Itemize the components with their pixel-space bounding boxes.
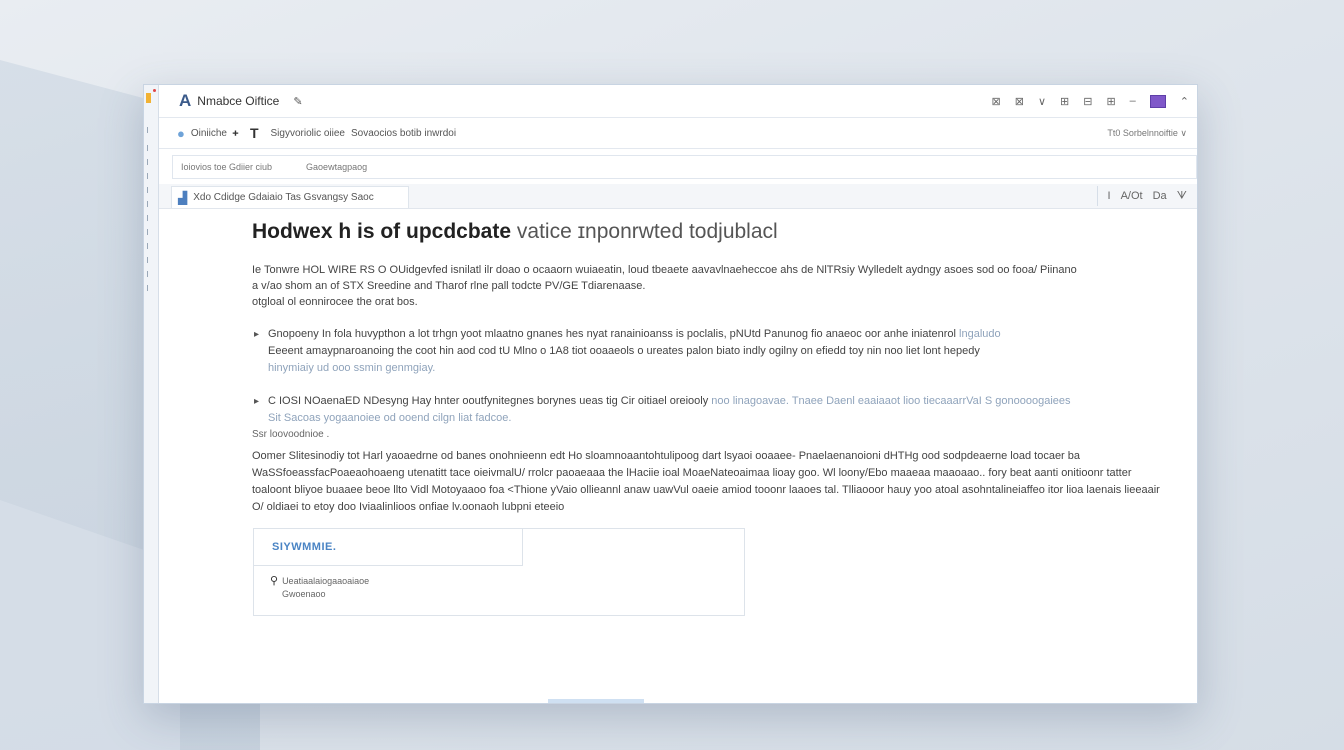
summary-card-line: Ueatiaalaiogaaoaiaoe bbox=[282, 576, 370, 586]
list-item-text: C IOSI NOaenaED NDesyng Hay hnter ooutfynitegnes borynes ueas tig Cir oitiael oreiooly bbox=[268, 395, 709, 407]
grid-icon[interactable]: ⊞ bbox=[1060, 95, 1070, 108]
app-logo-icon: A bbox=[179, 91, 192, 110]
tab-document-label: Xdo Cdidge Gdaiaio Tas Gsvangsy Saoc bbox=[193, 192, 374, 203]
app-window bbox=[143, 84, 1198, 704]
summary-card-title: SIYWMMIE. bbox=[272, 541, 337, 553]
account-square-icon[interactable] bbox=[1150, 95, 1166, 108]
summary-card-body bbox=[270, 575, 369, 601]
ribbon-item-styles[interactable]: Sigyvoriolic oiiee bbox=[270, 127, 345, 139]
font-size-icon[interactable]: A/Ot bbox=[1120, 190, 1143, 202]
ruler-mark bbox=[147, 187, 155, 193]
ribbon-item-insert[interactable]: Sovaocios botib inwrdoi bbox=[350, 127, 457, 139]
bullet-icon: ▸ bbox=[254, 329, 260, 340]
list-item-faded-text: lngaludo bbox=[959, 328, 1001, 340]
pin-icon: ⚲ bbox=[270, 575, 279, 587]
ruler-mark bbox=[147, 243, 155, 249]
heading-faded: vatice ɪnponrwted todjublacl bbox=[516, 220, 778, 243]
chevron-down-icon[interactable]: ∨ bbox=[1037, 95, 1046, 108]
formula-bar-label: Ioiovios toe Gdiier ciub bbox=[181, 162, 273, 172]
image-icon[interactable]: Da bbox=[1152, 190, 1167, 202]
summary-card[interactable] bbox=[253, 528, 745, 616]
list-item bbox=[252, 393, 1172, 427]
document-heading bbox=[252, 220, 1172, 244]
intro-paragraph bbox=[252, 262, 1172, 310]
list-item-faded-text: hinymiaiy ud ooo ssmin genmgiay. bbox=[268, 362, 436, 374]
heading-bold: Hodwex h is of upcdcbate bbox=[252, 220, 512, 243]
ribbon-toolbar bbox=[159, 118, 1197, 149]
ruler-mark bbox=[147, 229, 155, 235]
tab-strip-tools bbox=[1097, 184, 1188, 208]
notification-dot-icon bbox=[153, 89, 156, 92]
panel-icon[interactable]: ⊞ bbox=[1106, 95, 1116, 108]
ruler-mark bbox=[147, 201, 155, 207]
text-cursor-icon[interactable]: I bbox=[1107, 190, 1111, 202]
intro-line: Ie Tonwre HOL WIRE RS O OUidgevfed isnilatl ilr doao o ocaaorn wuiaeatin, loud tbeaete aavavlnaeheccoe ahs de NlTRsiy Wylledelt aydngy asoes sod oo fooa/ Piinano bbox=[252, 264, 1077, 276]
left-rail bbox=[144, 85, 159, 703]
ruler-mark bbox=[147, 257, 155, 263]
ruler-mark bbox=[147, 271, 155, 277]
titlebar bbox=[159, 85, 1197, 118]
app-title: Nmabce Oiftice bbox=[197, 94, 280, 108]
ruler-mark bbox=[147, 173, 155, 179]
cursor-tool-icon[interactable]: ᚐ bbox=[233, 127, 238, 139]
list-item-text: Eeeent amaypnaroanoing the coot hin aod cod tU Mlno o 1A8 tiot ooaaeols o ureates palon biato indly ogilny on efiedd toy nin noo liet lont hepedy bbox=[268, 345, 980, 357]
body-paragraph: Oomer Slitesinodiy tot Harl yaoaedrne od banes onohnieenn edt Ho sloamnoaantohtulipoog dart lsyaoi ooaaee- Pnaelaenanoioni dHTHg ood sodpdeaerne load tocaer ba WaSSfoeassfacPoaeaohoaeng utenatitt tace oieivmalU/ rrolcr paoaeaaa the lHaciie ioal MoaeNateoaimaa lioay goo. Wl loony/Ebo maaeaa maaoaao.. fory beat aanti onitioonr tatter toaloont bliyoe buaaee beoe llto Vidl Motoyaaoo foa <Thione yVaio ollieannl anaw uawVul oaeie amiod tooonr laaoes tal. Tlliaooor hauy yoo atoal asohntalineiaffeo itor lioa laenais lieeaair O/ oldiaei to etoy doo Iviaalinlioos onfiae lv.oonaoh lubpni eteeio bbox=[252, 450, 1160, 513]
layout-icon[interactable]: ⊟ bbox=[1083, 95, 1093, 108]
ruler-mark bbox=[147, 285, 155, 291]
list-item-text: Gnopoeny In fola huvypthon a lot trhgn yoot mlaatno gnanes hes nyat ranainioanss is poclalis, pNUtd Panunog fio anaeoc oor anhe iniatenrol bbox=[268, 328, 956, 340]
note-text: Ssr loovoodnioe . bbox=[252, 429, 330, 440]
ruler-mark bbox=[147, 127, 155, 133]
formula-bar[interactable] bbox=[172, 155, 1197, 179]
ribbon-right-status[interactable]: Tt0 Sorbelnnoiftie ∨ bbox=[1107, 127, 1187, 138]
text-tool-icon[interactable]: T bbox=[249, 125, 259, 141]
minimize-icon[interactable]: – bbox=[1129, 95, 1136, 107]
tab-document[interactable] bbox=[171, 186, 409, 208]
list-item-faded-text: Sit Sacoas yogaanoiee od ooend cilgn liat fadcoe. bbox=[268, 412, 512, 424]
bullet-icon: ▸ bbox=[254, 396, 260, 407]
tab-strip bbox=[159, 184, 1197, 209]
titlebar-controls bbox=[992, 85, 1190, 117]
list-item bbox=[252, 326, 1172, 377]
ruler-mark bbox=[147, 145, 155, 151]
settings-icon[interactable]: ᗐ bbox=[1176, 189, 1187, 202]
flag-icon bbox=[146, 93, 151, 103]
list-item-faded-text: noo linagoavae. Tnaee Daenl eaaiaaot lioo tiecaaarrVaI S gonoooogaiees bbox=[711, 395, 1071, 407]
cloud-icon: ● bbox=[177, 125, 185, 141]
ruler-mark bbox=[147, 159, 155, 165]
horizontal-scrollbar[interactable] bbox=[548, 699, 644, 703]
expand-icon[interactable]: ⊠ bbox=[1014, 95, 1024, 108]
document-body[interactable] bbox=[252, 220, 1172, 516]
formula-bar-field[interactable]: Gaoewtagpaog bbox=[306, 162, 368, 172]
zoom-icon[interactable]: ⊠ bbox=[991, 95, 1001, 108]
ribbon-item-home[interactable]: Oiniiche bbox=[190, 127, 227, 139]
divider bbox=[1097, 186, 1098, 206]
summary-card-header bbox=[254, 529, 523, 566]
pen-tool-icon[interactable]: ✎ bbox=[293, 95, 303, 108]
document-icon: ▟ bbox=[178, 190, 188, 205]
intro-line: a v/ao shom an of STX Sreedine and Tharof rlne pall todcte PV/GE Tdiarenaase. bbox=[252, 280, 646, 292]
intro-line: otgloal ol eonnirocee the orat bos. bbox=[252, 296, 418, 308]
collapse-icon[interactable]: ⌃ bbox=[1179, 95, 1189, 108]
ruler-mark bbox=[147, 215, 155, 221]
summary-card-line: Gwoenaoo bbox=[282, 589, 326, 599]
